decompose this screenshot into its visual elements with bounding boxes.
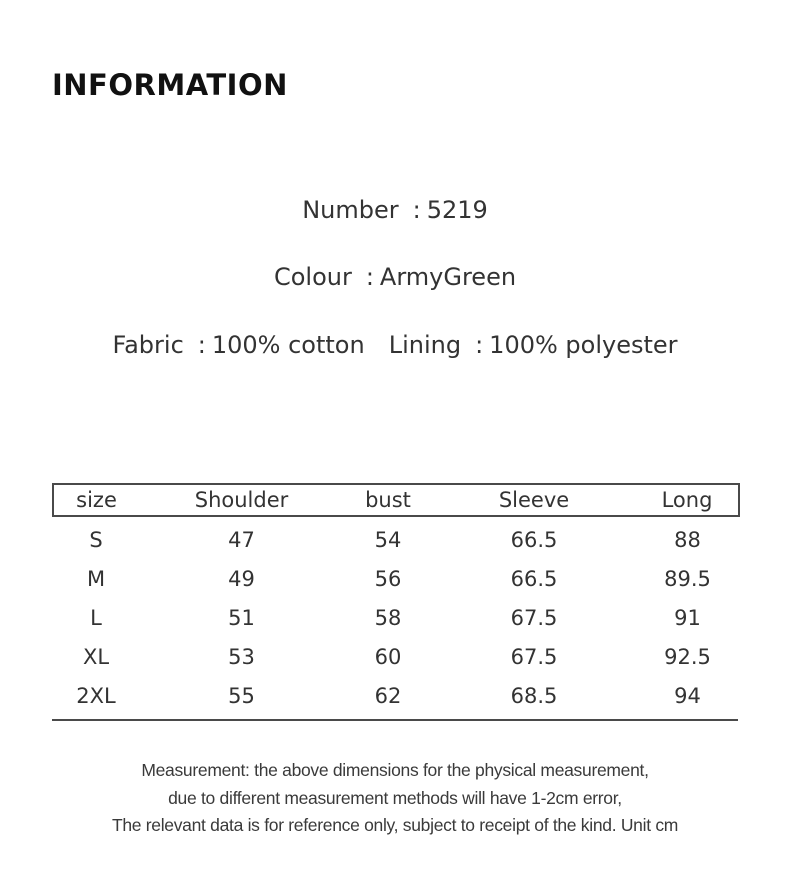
cell-sleeve: 67.5 bbox=[510, 606, 558, 630]
note-line-1: Measurement: the above dimensions for the physical measurement, bbox=[141, 760, 649, 780]
cell-bust: 58 bbox=[374, 606, 402, 630]
colour-separator: : bbox=[365, 263, 374, 291]
note-line-2: due to different measurement methods will have 1-2cm error, bbox=[168, 787, 622, 808]
section-heading: INFORMATION bbox=[52, 68, 288, 102]
cell-long: 88 bbox=[674, 528, 701, 552]
number-separator: : bbox=[412, 196, 421, 224]
cell-bust: 54 bbox=[374, 528, 402, 552]
number-value: 5219 bbox=[426, 196, 488, 224]
cell-bust: 62 bbox=[374, 684, 402, 708]
cell-sleeve: 66.5 bbox=[510, 528, 558, 552]
header-size: size bbox=[53, 484, 139, 516]
cell-shoulder: 47 bbox=[228, 528, 255, 552]
cell-size: M bbox=[86, 567, 106, 591]
note-line-3: The relevant data is for reference only, subject to receipt of the kind. Unit cm bbox=[111, 815, 679, 835]
lining-label: Lining bbox=[388, 331, 462, 359]
info-number-line bbox=[0, 194, 790, 226]
cell-sleeve: 67.5 bbox=[510, 645, 558, 669]
number-label: Number bbox=[302, 196, 399, 224]
lining-value: 100% polyester bbox=[489, 331, 678, 359]
colour-label: Colour bbox=[273, 263, 352, 291]
header-shoulder: Shoulder bbox=[139, 484, 344, 516]
cell-shoulder: 49 bbox=[228, 567, 255, 591]
cell-shoulder: 53 bbox=[228, 645, 255, 669]
fabric-label: Fabric bbox=[112, 331, 184, 359]
info-fabric-line bbox=[0, 329, 790, 361]
table-row bbox=[53, 599, 739, 638]
cell-size: S bbox=[89, 528, 103, 552]
colour-value: ArmyGreen bbox=[379, 263, 517, 291]
fabric-value: 100% cotton bbox=[211, 331, 365, 359]
header-sleeve: Sleeve bbox=[432, 484, 636, 516]
cell-long: 94 bbox=[674, 684, 701, 708]
cell-long: 89.5 bbox=[664, 567, 711, 591]
cell-long: 91 bbox=[674, 606, 701, 630]
cell-shoulder: 55 bbox=[228, 684, 255, 708]
table-row bbox=[53, 516, 739, 560]
cell-long: 92.5 bbox=[664, 645, 711, 669]
table-row bbox=[53, 677, 739, 720]
size-chart-table bbox=[52, 483, 740, 720]
table-header-row bbox=[53, 484, 739, 516]
cell-size: XL bbox=[82, 645, 110, 669]
cell-size: 2XL bbox=[76, 684, 116, 708]
cell-size: L bbox=[90, 606, 102, 630]
cell-sleeve: 66.5 bbox=[510, 567, 558, 591]
measurement-note bbox=[0, 757, 790, 840]
header-long: Long bbox=[636, 484, 739, 516]
info-colour-line bbox=[0, 261, 790, 293]
lining-separator: : bbox=[475, 331, 484, 359]
cell-bust: 60 bbox=[374, 645, 402, 669]
table-row bbox=[53, 560, 739, 599]
cell-shoulder: 51 bbox=[228, 606, 255, 630]
table-row bbox=[53, 638, 739, 677]
table-bottom-divider bbox=[52, 719, 738, 721]
cell-sleeve: 68.5 bbox=[510, 684, 558, 708]
fabric-separator: : bbox=[197, 331, 206, 359]
header-bust: bust bbox=[344, 484, 432, 516]
cell-bust: 56 bbox=[374, 567, 402, 591]
